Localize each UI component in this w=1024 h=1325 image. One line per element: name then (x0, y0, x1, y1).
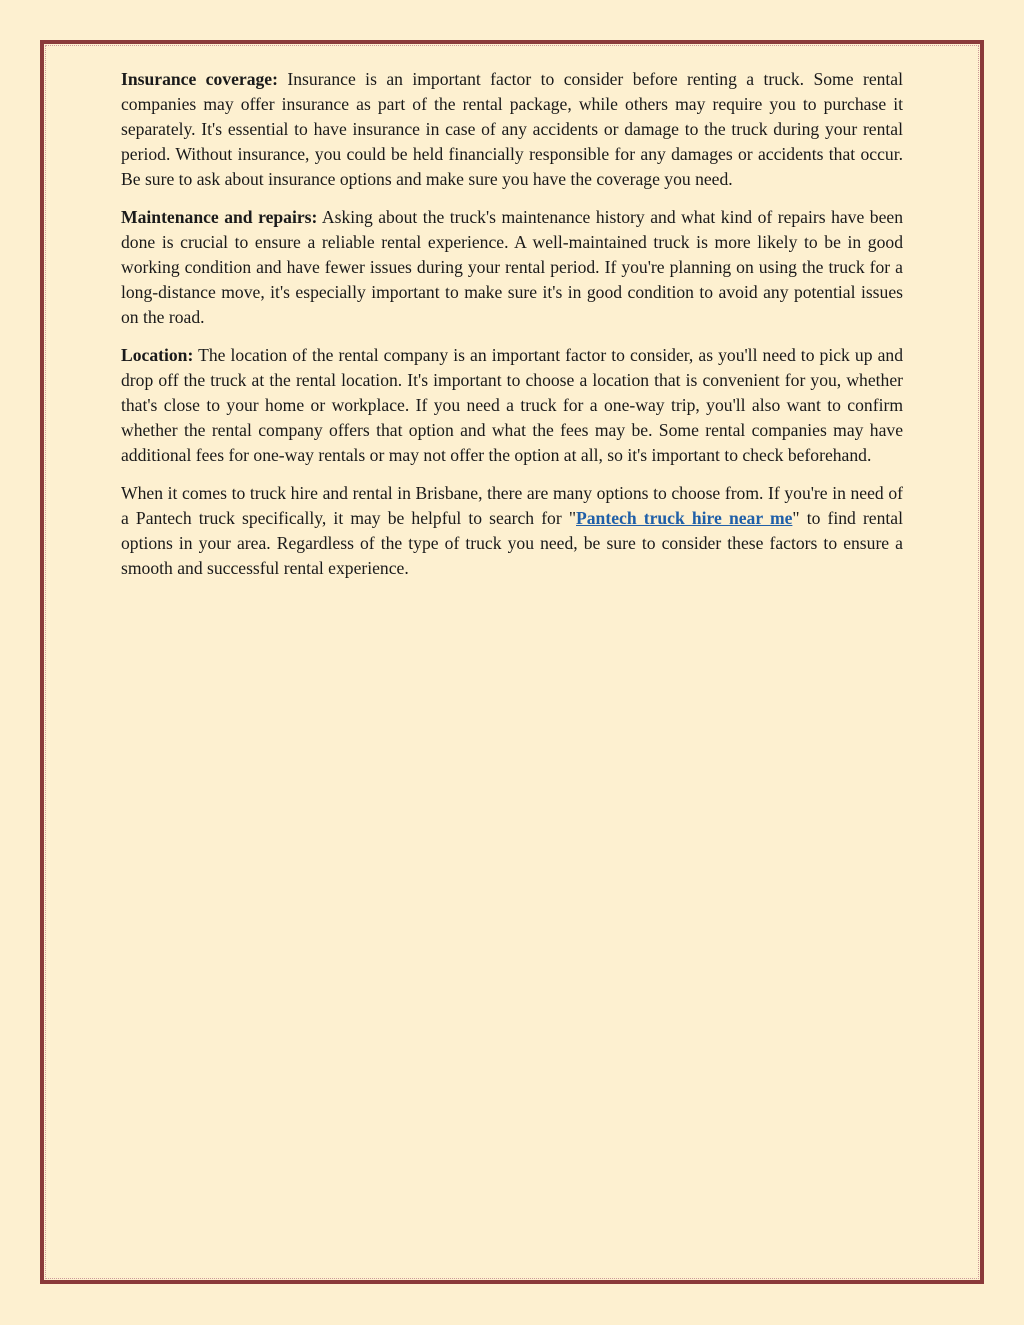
insurance-heading: Insurance coverage: (121, 69, 278, 89)
closing-text-after-link: " to find rental options in your area. Regardless of the type of truck you need, be sure to consider these factors to ensure a smooth and successful rental experience. (121, 508, 903, 578)
maintenance-text: Asking about the truck's maintenance history and what kind of repairs have been done is crucial to ensure a reliable rental experience. A well-maintained truck is more likely to be in good working condition and have fewer issues during your rental period. If you're planning on using the truck for a long-distance move, it's especially important to make sure it's in good condition to avoid any potential issues on the road. (121, 207, 903, 327)
closing-text-before-link: When it comes to truck hire and rental in Brisbane, there are many options to choose from. If you're in need of a Pantech truck specifically, it may be helpful to search for " (121, 483, 903, 528)
document-body (121, 67, 903, 594)
maintenance-paragraph (121, 205, 903, 330)
location-paragraph (121, 343, 903, 468)
location-text: The location of the rental company is an important factor to consider, as you'll need to pick up and drop off the truck at the rental location. It's important to choose a location that is convenient for you, whether that's close to your home or workplace. If you need a truck for a one-way trip, you'll also want to confirm whether the rental company offers that option and what the fees may be. Some rental companies may have additional fees for one-way rentals or may not offer the option at all, so it's important to check beforehand. (121, 345, 903, 465)
closing-paragraph (121, 481, 903, 581)
maintenance-heading: Maintenance and repairs: (121, 207, 318, 227)
location-heading: Location: (121, 345, 194, 365)
insurance-text: Insurance is an important factor to consider before renting a truck. Some rental companies may offer insurance as part of the rental package, while others may require you to purchase it separately. It's essential to have insurance in case of any accidents or damage to the truck during your rental period. Without insurance, you could be held financially responsible for any damages or accidents that occur. Be sure to ask about insurance options and make sure you have the coverage you need. (121, 69, 904, 189)
pantech-truck-hire-link[interactable]: Pantech truck hire near me (576, 508, 793, 528)
insurance-paragraph (121, 67, 903, 192)
